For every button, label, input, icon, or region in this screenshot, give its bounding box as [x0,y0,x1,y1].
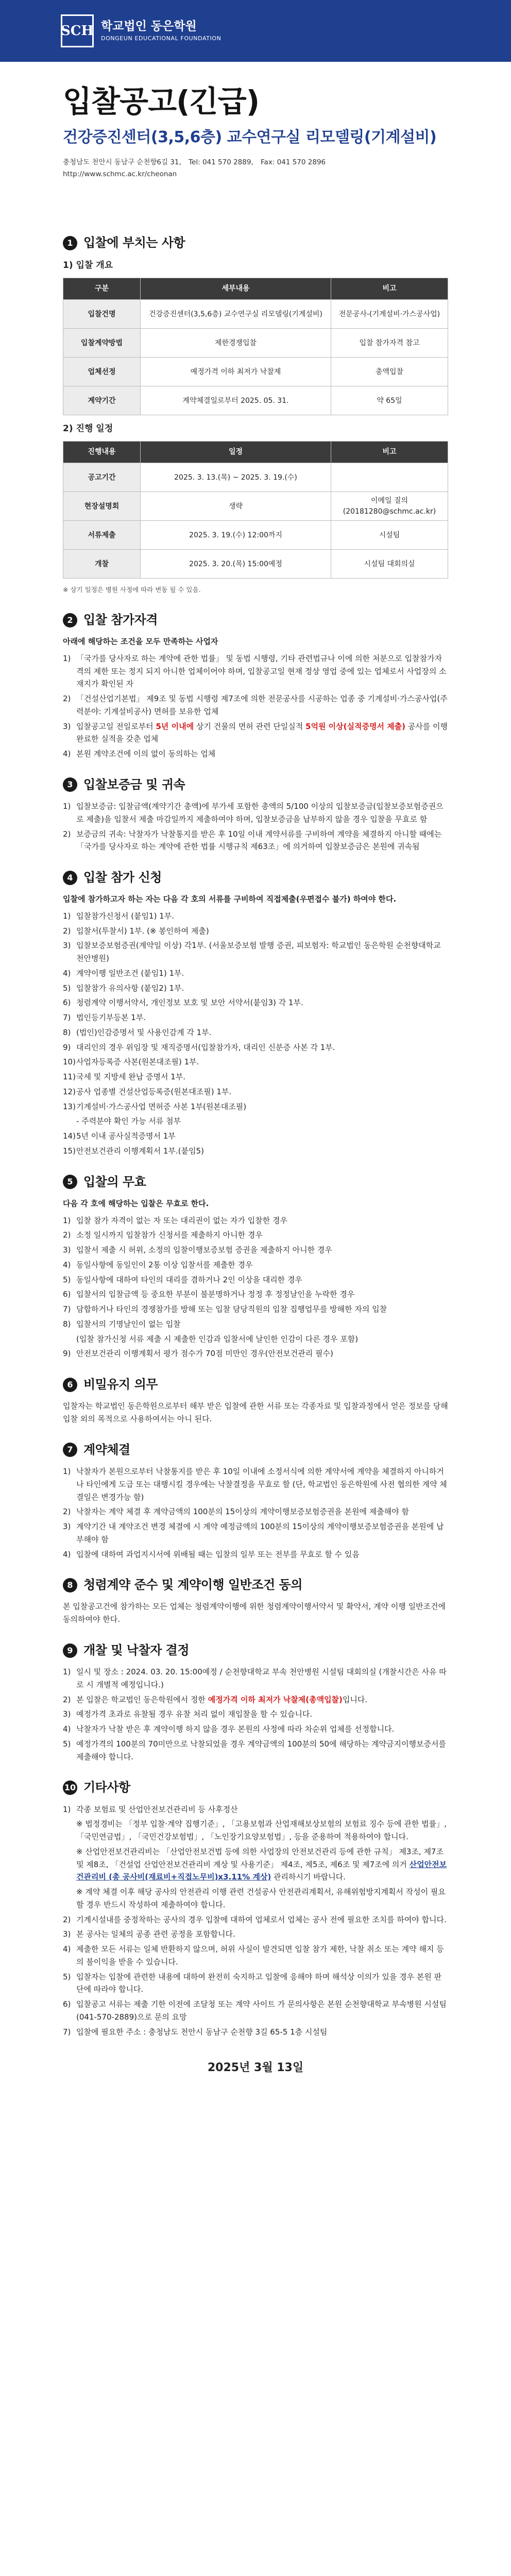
table-cell: 공고기간 [63,463,141,492]
table-cell: 업체선정 [63,358,141,386]
table-cell: 예정가격 이하 최저가 낙찰제 [141,358,331,386]
section-number: 1 [63,236,77,250]
list-item: 9) 대리인의 경우 위임장 및 재직증명서(입찰참가자, 대리인 신분증 사본 각 1부. [63,1042,335,1052]
section-application [63,870,448,1158]
table-header: 비고 [331,278,448,300]
list-item: 1) 입찰 참가 자격이 없는 자 또는 대리권이 없는 자가 입찰한 경우 [63,1215,287,1225]
table-cell: 이메일 질의 (20181280@schmc.ac.kr) [331,492,448,521]
section-title: 계약체결 [83,1442,130,1457]
section-number: 4 [63,871,77,885]
org-name-en: DONGEUN EDUCATIONAL FOUNDATION [101,35,222,42]
list-item: 4) 제출한 모든 서류는 일체 반환하지 않으며, 허위 사실이 발견되면 입찰 참가 제한, 낙찰 취소 또는 계약 해지 등의 불이익을 받을 수 있습니다. [63,1944,444,1967]
table-cell: 서류제출 [63,521,141,550]
table-cell: 계약체결일로부터 2025. 05. 31. [141,386,331,415]
tel: Tel: 041 570 2889, [189,158,253,166]
list-item: 2) 본 입찰은 학교법인 동은학원에서 정한 예정가격 이하 최저가 낙찰제(총액입찰)입니다. [63,1694,368,1704]
table-cell: 생략 [141,492,331,521]
section-number: 6 [63,1378,77,1392]
schedule-table [63,441,448,579]
section-title: 입찰에 부치는 사항 [83,235,185,250]
list-item: ※ 계약 체결 이후 해당 공사의 안전관리 이행 관련 건설공사 안전관리계획서, 유해위험방지계획서 작성이 필요할 경우 반드시 작성하여 제출하여야 합니다. [76,1887,446,1909]
foundation-logo [61,4,222,58]
list-item: 4) 동일사항에 동일인이 2통 이상 입찰서를 제출한 경우 [63,1260,253,1269]
table-cell: 시설팀 [331,521,448,550]
table-cell: 입찰계약방법 [63,329,141,358]
list-item: 1) 각종 보험료 및 산업안전보건관리비 등 사후정산 [63,1804,238,1814]
highlight-text: 예정가격 이하 최저가 낙찰제(총액입찰) [208,1694,343,1704]
list-item: ※ 법정경비는 「정부 입찰·계약 집행기준」, 「고용보험과 산업재해보상보험의 보험료 징수 등에 관한 법률」, 「국민연금법」, 「국민건강보험법」, 「노인장기요양보험법」, 등을 준용하여 적용하여야 합니다. [76,1819,447,1842]
section-text: 입찰자는 학교법인 동은학원으로부터 해부 받은 입찰에 관한 서류 또는 각종자료 및 입찰과정에서 얻은 정보를 당해 입찰 외의 목적으로 사용하여서는 아니 된다. [63,1401,448,1424]
table-cell: 2025. 3. 13.(목) ~ 2025. 3. 19.(수) [141,463,331,492]
fax: Fax: 041 570 2896 [261,158,326,166]
section-number: 7 [63,1443,77,1457]
table-row [63,521,448,550]
section-lead: 아래에 해당하는 조건을 모두 만족하는 사업자 [63,637,218,647]
list-item: 11) 국세 및 지방세 완납 증명서 1부. [63,1072,186,1082]
list-item: 3) 입찰공고일 전일로부터 5년 이내에 상기 건물의 면허 관련 단일실적 5억원 이상(실적증명서 제출) 공사를 이행 완료한 실적을 갖춘 업체 [63,721,448,744]
logo-mark: SCH [61,14,94,47]
table-row [63,386,448,415]
list-item: 6) 입찰서의 입찰금액 등 중요한 부분이 불분명하거나 정정 후 정정날인을 누락한 경우 [63,1290,355,1299]
list-item: 2) 기계시설내를 중정착하는 공사의 경우 입찰에 대하여 업체로서 업체는 공사 전에 필요한 조치를 하여야 합니다. [63,1914,447,1924]
list-item: 14) 5년 이내 공사실적증명서 1부 [63,1131,176,1141]
page-title: 입찰공고(긴급) [63,84,260,119]
highlight-text: 5억원 이상(실적증명서 제출) [305,721,406,731]
list-item: 4) 낙찰자가 낙찰 받은 후 계약이행 하지 않을 경우 본원의 사정에 따라 차순위 업체를 선정합니다. [63,1724,395,1734]
section-confidentiality [63,1377,448,1426]
table-row [63,463,448,492]
section-title: 입찰 참가 신청 [83,870,162,885]
section-integrity [63,1577,448,1626]
section-lead: 입찰에 참가하고자 하는 자는 다음 각 호의 서류를 구비하여 직접제출(우편접수 불가) 하여야 한다. [63,894,397,904]
highlight-text: 5년 이내에 [156,721,194,731]
section-title: 개찰 및 낙찰자 결정 [83,1642,190,1657]
list-item: 5) 입찰참가 유의사항 (붙임2) 1부. [63,983,184,993]
list-item: 1) 낙찰자가 본원으로부터 낙찰통지를 받은 후 10일 이내에 소정서식에 의한 계약서에 계약을 체결하지 아니하거나 타인에게 도급 또는 대행시킬 경우에는 낙찰결정을 무효로 할 (단, 학교법인 동은학원에 사전 협의한 계약 체결일은 변경가능 함) [63,1467,447,1502]
table-cell: 개찰 [63,550,141,579]
table-header: 진행내용 [63,442,141,463]
list-item: 8) (법인)인감증명서 및 사용인감계 각 1부. [63,1027,212,1037]
table-row [63,550,448,579]
table-cell [331,463,448,492]
section-opening [63,1642,448,1763]
list-item: 7) 입찰에 필요한 주소 : 충청남도 천안시 동남구 순천향 3길 65-5 1층 시설팀 [63,2027,328,2037]
section-number: 5 [63,1175,77,1189]
section-title: 청렴계약 준수 및 계약이행 일반조건 동의 [83,1578,302,1592]
list-item: 1) 「국가를 당사자로 하는 계약에 관한 법률」 및 동법 시행령, 기타 관련법규나 이에 의한 처분으로 입찰참가자격의 제한 또는 정지 되지 아니한 업체이어야 하며, 입찰공고일 현재 정상 영업 중에 있는 업체로서 사업장의 소재지가 확인된 자 [63,653,447,689]
table-cell: 계약기간 [63,386,141,415]
contact-info [63,157,511,180]
schedule-note: ※ 상기 일정은 병원 사정에 따라 변동 될 수 있음. [63,586,201,594]
table-row [63,329,448,358]
list-item: 3) 본 공사는 일체의 공종 관련 공정을 포함합니다. [63,1929,235,1939]
table-cell: 전문공사-(기계설비·가스공사업) [331,300,448,329]
table-row [63,492,448,521]
list-item: 7) 담합하거나 타인의 경쟁참가를 방해 또는 입찰 담당직원의 입찰 집행업무를 방해한 자의 입찰 [63,1304,387,1314]
table-header: 일정 [141,442,331,463]
section-title: 입찰보증금 및 귀속 [83,777,185,792]
section-number: 8 [63,1578,77,1592]
list-item: 3) 입찰보증보험증권(계약일 이상) 각1부. (서울보증보험 발행 증권, 피보험자: 학교법인 동은학원 순천향대학교 천안병원) [63,941,441,963]
list-item: 1) 입찰보증금: 입찰금액(계약기간 총액)에 부가세 포함한 총액의 5/100 이상의 입찰보증금(입찰보증보험증권으로 제출)을 입찰서 제출 마감일까지 제출하여야 하며, 입찰보증금을 납부하지 않을 경우 입찰을 무효로 함 [63,802,444,824]
table-row [63,358,448,386]
table-cell: 총액입찰 [331,358,448,386]
list-item: 5) 입찰자는 입찰에 관련한 내용에 대하여 완전히 숙지하고 입찰에 응해야 하며 해석상 이의가 있을 경우 본원 판단에 따라야 합니다. [63,1972,442,1994]
list-item: 2) 소정 일시까지 입찰참가 신청서를 제출하지 아니한 경우 [63,1230,263,1240]
subsection-title: 1) 입찰 개요 [63,260,113,271]
list-item: 8) 입찰서의 기명날인이 없는 입찰 [63,1319,181,1329]
section-number: 10 [63,1781,77,1795]
list-item: ※ 산업안전보건관리비는 「산업안전보건법 등에 의한 사업장의 안전보건관리 등에 관한 규칙」 제3조, 제7조 및 제8조, 「건설업 산업안전보건관리비 계상 및 사용기준」 제4조, 제5조, 제6조 및 제7조에 의거 산업안전보건관리비 (총 공사비(재료비+직접노무비)x3.11% 계상) 관리하시기 바랍니다. [76,1846,447,1882]
list-item: 4) 계약이행 일반조건 (붙임1) 1부. [63,968,184,978]
list-item: 3) 예정가격 초과로 유찰될 경우 유찰 처리 없이 재입찰을 할 수 있습니다. [63,1709,313,1719]
section-invalid-bid [63,1174,448,1360]
list-item: 1) 입찰참가신청서 (붙임1) 1부. [63,911,174,921]
section-bid-deposit [63,777,448,853]
overview-table [63,278,448,415]
notice-content [0,235,511,2078]
table-header: 세부내용 [141,278,331,300]
section-title: 입찰 참가자격 [83,612,158,627]
list-item: 13) 기계설비·가스공사업 면허증 사본 1부(원본대조필) [63,1101,247,1111]
list-item: 2) 「건설산업기본법」 제9조 및 동법 시행령 제7조에 의한 전문공사를 시공하는 업종 중 기계설비·가스공사업(주력분야: 기계설비공사) 면허를 보유한 업체 [63,694,448,716]
list-item: 12) 공사 업종별 건설산업등록증(원본대조필) 1부. [63,1087,232,1096]
title-area [0,62,511,235]
list-item: (입찰 참가신청 서류 제출 시 제출한 인감과 입찰서에 날인한 인감이 다른 경우 포함) [76,1334,359,1344]
section-qualification [63,612,448,760]
address: 충청남도 천안시 동남구 순천향6길 31, [63,158,181,166]
list-item: 5) 예정가격의 100분의 70미만으로 낙찰되었을 경우 계약금액의 100분의 50에 해당하는 계약금지이행보증서를 제출해야 합니다. [63,1739,446,1761]
section-title: 입찰의 무효 [83,1174,146,1189]
list-item: 4) 본원 계약조건에 이의 없이 동의하는 업체 [63,749,216,759]
list-item: 6) 청렴계약 이행서약서, 개인정보 보호 및 보안 서약서(붙임3) 각 1부. [63,998,303,1008]
table-cell: 2025. 3. 20.(목) 15:00예정 [141,550,331,579]
section-bidding-items [63,235,448,596]
section-title: 기타사항 [83,1780,130,1795]
list-item: 3) 계약기간 내 계약조건 변경 체결에 시 계약 예정금액의 100분의 15이상의 계약이행보증보험증권을 본원에 납부해야 함 [63,1522,444,1544]
section-number: 9 [63,1643,77,1658]
list-item: 4) 입찰에 대하여 과업지시서에 위배될 때는 입찰의 일부 또는 전부를 무효로 할 수 있음 [63,1549,360,1559]
header-bar [0,0,511,62]
table-cell: 2025. 3. 19.(수) 12:00까지 [141,521,331,550]
section-lead: 다음 각 호에 해당하는 입찰은 무효로 한다. [63,1198,209,1208]
list-item: 2) 입찰서(투찰서) 1부. (※ 봉인하여 제출) [63,926,209,936]
table-cell: 현장설명회 [63,492,141,521]
list-item: 15) 안전보건관리 이행계획서 1부.(붙임5) [63,1146,204,1156]
table-header: 구분 [63,278,141,300]
table-cell: 건강증진센터(3,5,6층) 교수연구실 리모델링(기계설비) [141,300,331,329]
list-item: 2) 낙찰자는 계약 체결 후 계약금액의 100분의 15이상의 계약이행보증보험증권을 본원에 제출해야 함 [63,1507,410,1517]
section-number: 3 [63,777,77,792]
table-header: 비고 [331,442,448,463]
table-cell: 시설팀 대회의실 [331,550,448,579]
table-row [63,300,448,329]
project-subtitle: 건강증진센터(3,5,6층) 교수연구실 리모델링(기계설비) [63,128,437,146]
subsection-title: 2) 진행 일정 [63,423,113,434]
table-cell: 약 65일 [331,386,448,415]
list-item: - 주력분야 확인 가능 서류 첨부 [76,1116,181,1126]
list-item: 6) 입찰공고 서류는 제출 기한 이전에 조달청 또는 계약 사이트 가 문의사항은 본원 순천향대학교 부속병원 시설팀(041-570-2889)으로 문의 요망 [63,1999,447,2022]
list-item: 10) 사업자등록증 사본(원본대조필) 1부. [63,1057,199,1067]
section-contract [63,1442,448,1561]
table-cell: 입찰 참가자격 참고 [331,329,448,358]
highlight-text: 산업안전보건관리비 (총 공사비(재료비+직접노무비)x3.11% 계상) [76,1859,447,1882]
list-item: 3) 입찰서 제출 시 허위, 소정의 입찰이행보증보험 증권을 제출하지 아니한 경우 [63,1245,332,1255]
list-item: 9) 안전보건관리 이행계획서 평가 점수가 70점 미만인 경우(안전보건관리 필수) [63,1349,333,1359]
section-title: 비밀유지 의무 [83,1377,158,1392]
section-others [63,1780,448,2038]
list-item: 1) 일시 및 장소 : 2024. 03. 20. 15:00예정 / 순천향대학교 부속 천안병원 시설팀 대회의실 (개찰시간은 사유 따로 시 개별적 예정입니다.) [63,1667,447,1689]
section-text: 본 입찰공고건에 참가하는 모든 업체는 청렴계약이행에 위한 청렴계약이행서약서 및 확약서, 계약 이행 일반조건에 동의하여야 한다. [63,1602,446,1624]
table-cell: 입찰건명 [63,300,141,329]
table-cell: 제한경쟁입찰 [141,329,331,358]
notice-date: 2025년 3월 13일 [207,2061,304,2075]
org-name-ko: 학교법인 동은학원 [101,19,197,33]
list-item: 7) 법인등기부등본 1부. [63,1013,146,1023]
list-item: 5) 동일사항에 대하여 타인의 대리를 겸하거나 2인 이상을 대리한 경우 [63,1275,302,1284]
section-number: 2 [63,613,77,628]
list-item: 2) 보증금의 귀속: 낙찰자가 낙찰통지를 받은 후 10일 이내 계약서류를 구비하여 계약을 체결하지 아니할 때에는 「국가를 당사자로 하는 계약에 관한 법률 시행규칙 제63조」에 의거하여 입찰보증금은 본원에 귀속됨 [63,829,442,852]
homepage-link[interactable]: http://www.schmc.ac.kr/cheonan [63,170,177,178]
